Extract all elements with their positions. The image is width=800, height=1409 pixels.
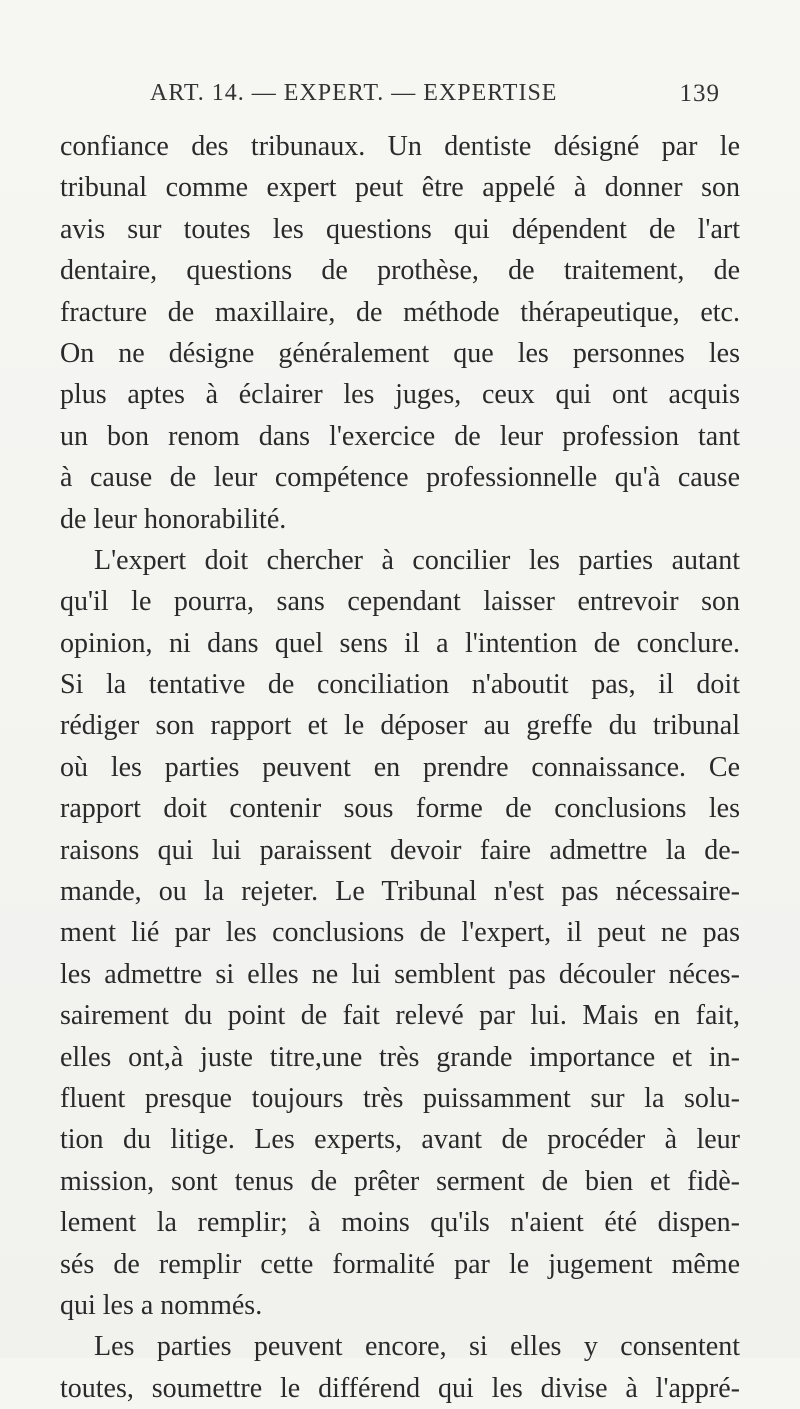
text-line: Les parties peuvent encore, si elles y consentent — [94, 1331, 740, 1363]
text-line: fluent presque toujours très puissamment sur la solu- — [60, 1082, 740, 1114]
text-line: avis sur toutes les questions qui dépendent de l'art — [60, 213, 740, 245]
running-head — [150, 80, 720, 120]
text-line: toutes, soumettre le différend qui les divise à l'appré- — [60, 1372, 740, 1404]
text-line: ment lié par les conclusions de l'expert, il peut ne pas — [60, 917, 740, 949]
text-line: lement la remplir; à moins qu'ils n'aient été dispen- — [60, 1207, 740, 1239]
text-line: confiance des tribunaux. Un dentiste désigné par le — [60, 131, 740, 162]
page-number: 139 — [679, 80, 720, 107]
text-line: un bon renom dans l'exercice de leur profession tant — [60, 420, 740, 452]
text-line: opinion, ni dans quel sens il a l'intention de conclure. — [60, 627, 740, 659]
running-head-title: ART. 14. — EXPERT. — EXPERTISE — [150, 80, 558, 106]
text-line: On ne désigne généralement que les personnes les — [60, 337, 740, 369]
text-line: mission, sont tenus de prêter serment de bien et fidè- — [60, 1165, 740, 1197]
text-line: raisons qui lui paraissent devoir faire admettre la de- — [60, 834, 740, 866]
text-line: rapport doit contenir sous forme de conclusions les — [60, 793, 740, 825]
text-line: à cause de leur compétence professionnelle qu'à cause — [60, 462, 740, 494]
text-line: qu'il le pourra, sans cependant laisser entrevoir son — [60, 586, 740, 618]
body-text — [60, 126, 740, 1409]
text-line: rédiger son rapport et le déposer au greffe du tribunal — [60, 710, 740, 742]
text-line: de leur honorabilité. — [60, 503, 287, 535]
text-line: sairement du point de fait relevé par lui. Mais en fait, — [60, 1000, 740, 1032]
text-line: plus aptes à éclairer les juges, ceux qui ont acquis — [60, 379, 740, 411]
text-line: L'expert doit chercher à concilier les parties autant — [94, 544, 740, 576]
text-line: où les parties peuvent en prendre connaissance. Ce — [60, 751, 740, 783]
text-line: qui les a nommés. — [60, 1289, 263, 1321]
text-line: Si la tentative de conciliation n'aboutit pas, il doit — [60, 669, 740, 701]
text-line: elles ont,à juste titre,une très grande importance et in- — [60, 1041, 740, 1073]
text-line: tion du litige. Les experts, avant de procéder à leur — [60, 1124, 740, 1156]
text-line: dentaire, questions de prothèse, de traitement, de — [60, 255, 740, 287]
text-line: sés de remplir cette formalité par le jugement même — [60, 1248, 740, 1280]
text-line: les admettre si elles ne lui semblent pas découler néces- — [60, 958, 740, 990]
text-line: tribunal comme expert peut être appelé à donner son — [60, 172, 740, 204]
text-line: mande, ou la rejeter. Le Tribunal n'est pas nécessaire- — [60, 876, 740, 908]
text-line: fracture de maxillaire, de méthode thérapeutique, etc. — [60, 296, 740, 328]
